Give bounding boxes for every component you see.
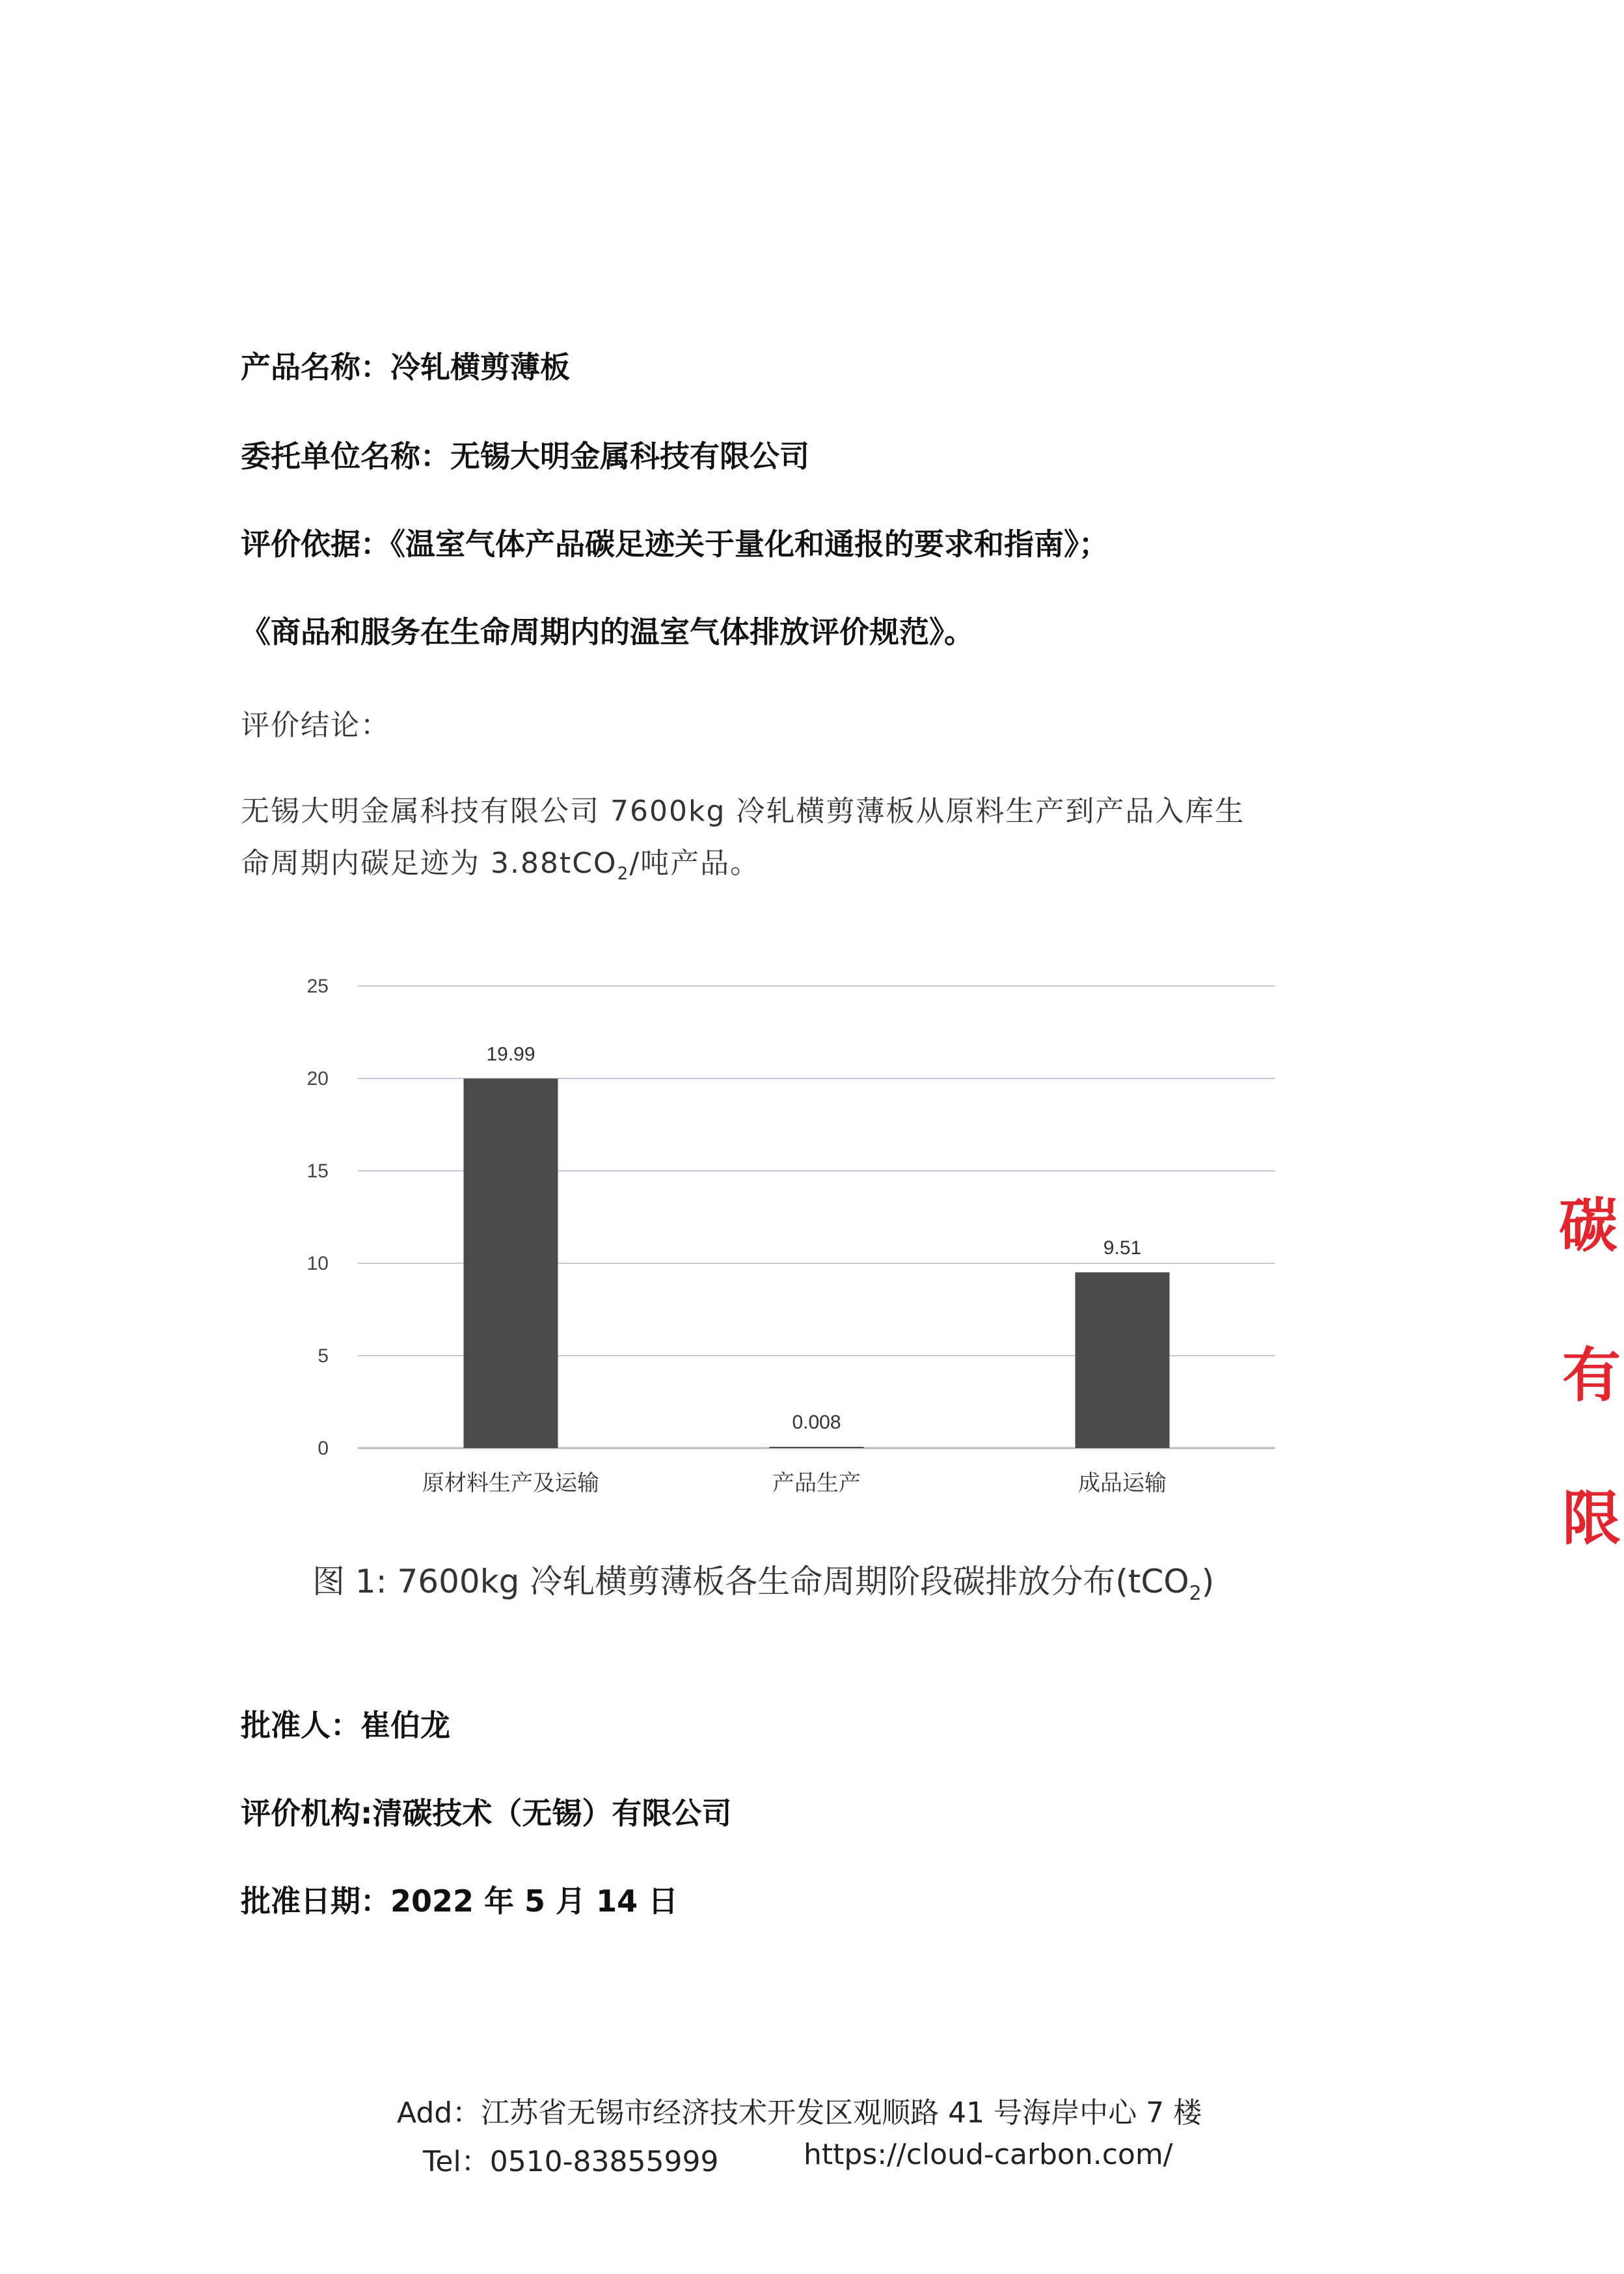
client-name-line: 委托单位名称：无锡大明金属科技有限公司: [241, 439, 809, 474]
chart-labels: [307, 976, 1167, 1496]
conclusion-text-line-2-sub: 2: [617, 863, 630, 884]
conclusion-label: 评价结论：: [241, 709, 390, 742]
approval-date-line: 批准日期：2022 年 5 月 14 日: [241, 1884, 679, 1919]
emissions-bar-chart: [286, 957, 1288, 1542]
conclusion-text-line-2: [241, 840, 760, 884]
bar: [464, 1078, 558, 1448]
y-tick-label: 10: [306, 1253, 329, 1274]
stamp-char-2: 有: [1562, 1341, 1621, 1410]
stamp-char-1: 碳: [1559, 1192, 1617, 1260]
stamp-char-3: 限: [1562, 1485, 1621, 1553]
x-category-label: 原材料生产及运输: [422, 1470, 599, 1496]
footer-tel: Tel：0510-83855999: [423, 2145, 719, 2178]
bar-data-label: 0.008: [792, 1412, 841, 1433]
product-name-line: 产品名称：冷轧横剪薄板: [241, 349, 570, 385]
evaluation-basis-line-2: 《商品和服务在生命周期内的温室气体排放评价规范》。: [241, 614, 974, 650]
conclusion-text-line-1: 无锡大明金属科技有限公司 7600kg 冷轧横剪薄板从原料生产到产品入库生: [241, 795, 1245, 828]
figure-caption: [312, 1555, 1214, 1605]
figure-caption-main: 图 1: 7600kg 冷轧横剪薄板各生命周期阶段碳排放分布(tCO: [312, 1563, 1189, 1600]
footer-address: Add：江苏省无锡市经济技术开发区观顺路 41 号海岸中心 7 楼: [397, 2096, 1202, 2130]
conclusion-text-line-2-main: 命周期内碳足迹为 3.88tCO: [241, 847, 617, 880]
evaluation-basis-line-1: 评价依据：《温室气体产品碳足迹关于量化和通报的要求和指南》；: [241, 527, 1109, 562]
figure-caption-sub: 2: [1189, 1582, 1202, 1605]
y-tick-label: 20: [306, 1068, 329, 1089]
bar-data-label: 9.51: [1103, 1237, 1142, 1259]
y-tick-label: 0: [318, 1438, 329, 1459]
evaluation-agency-line: 评价机构:清碳技术（无锡）有限公司: [241, 1796, 732, 1831]
y-tick-label: 25: [306, 976, 329, 997]
footer-url[interactable]: https://cloud-carbon.com/: [804, 2138, 1173, 2171]
figure-caption-tail: ): [1201, 1563, 1215, 1600]
conclusion-text-line-2-tail: /吨产品。: [629, 847, 761, 880]
x-category-label: 产品生产: [772, 1470, 861, 1496]
x-category-label: 成品运输: [1078, 1470, 1167, 1496]
y-tick-label: 15: [306, 1160, 329, 1182]
y-tick-label: 5: [318, 1345, 329, 1367]
bar-data-label: 19.99: [486, 1043, 535, 1065]
red-seal-stamp: [1546, 1165, 1624, 1582]
approver-line: 批准人：崔伯龙: [241, 1708, 450, 1743]
bar: [770, 1447, 864, 1448]
bar: [1076, 1272, 1170, 1448]
